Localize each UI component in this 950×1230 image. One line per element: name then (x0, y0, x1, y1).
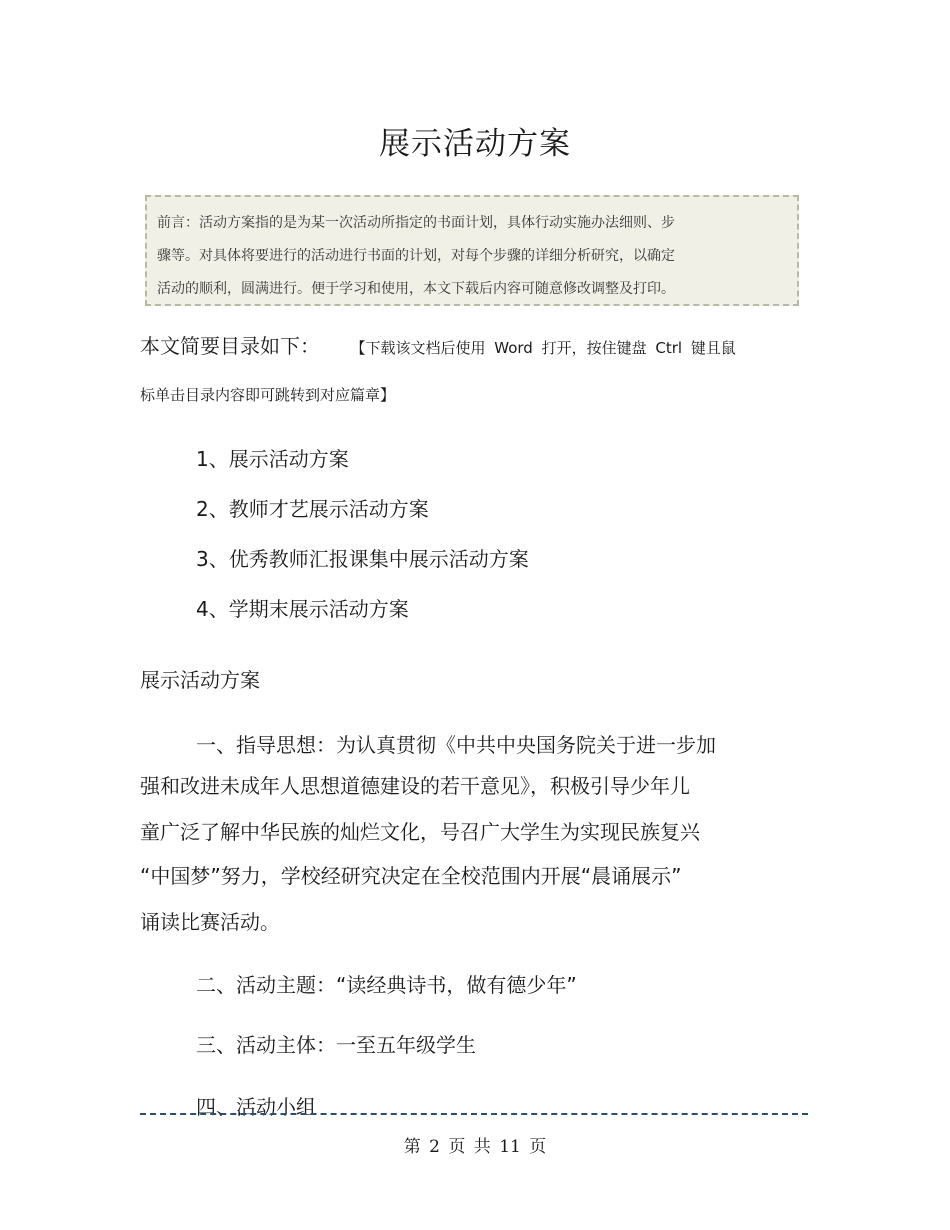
page-title: 展示活动方案 (379, 126, 571, 162)
preface-box (145, 195, 799, 306)
toc-hint-line-2: 标单击目录内容即可跳转到对应篇章】 (140, 386, 396, 404)
paragraph-1-line-5: 诵读比赛活动。 (140, 910, 280, 934)
paragraph-1-line-4: “中国梦”努力，学校经研究决定在全校范围内开展“晨诵展示” (140, 864, 682, 888)
footer-divider (140, 1113, 808, 1115)
paragraph-1-line-3: 童广泛了解中华民族的灿烂文化，号召广大学生为实现民族复兴 (140, 820, 700, 844)
paragraph-1-line-1: 一、指导思想：为认真贯彻《中共中央国务院关于进一步加 (196, 733, 716, 757)
paragraph-1-line-2: 强和改进未成年人思想道德建设的若干意见》，积极引导少年儿 (140, 774, 690, 798)
paragraph-item-3: 三、活动主体：一至五年级学生 (196, 1033, 476, 1057)
preface-line-2: 骤等。对具体将要进行的活动进行书面的计划，对每个步骤的详细分析研究，以确定 (157, 248, 675, 264)
paragraph-item-4: 四、活动小组 (196, 1095, 316, 1119)
section-heading: 展示活动方案 (140, 668, 260, 692)
preface-line-1: 前言：活动方案指的是为某一次活动所指定的书面计划，具体行动实施办法细则、步 (157, 215, 675, 231)
toc-item-1[interactable]: 1、展示活动方案 (196, 447, 349, 471)
toc-item-4[interactable]: 4、学期末展示活动方案 (196, 597, 409, 621)
paragraph-item-2: 二、活动主题：“读经典诗书，做有德少年” (196, 973, 577, 997)
toc-lead: 本文简要目录如下： (140, 334, 320, 358)
toc-intro (140, 330, 802, 359)
page-number: 第 2 页 共 11 页 (403, 1137, 547, 1157)
toc-item-3[interactable]: 3、优秀教师汇报课集中展示活动方案 (196, 547, 529, 571)
toc-item-2[interactable]: 2、教师才艺展示活动方案 (196, 497, 429, 521)
toc-hint-line-1: 【下载该文档后使用 Word 打开，按住键盘 Ctrl 键且鼠 (358, 339, 736, 357)
preface-line-3: 活动的顺利，圆满进行。便于学习和使用，本文下载后内容可随意修改调整及打印。 (157, 281, 675, 297)
